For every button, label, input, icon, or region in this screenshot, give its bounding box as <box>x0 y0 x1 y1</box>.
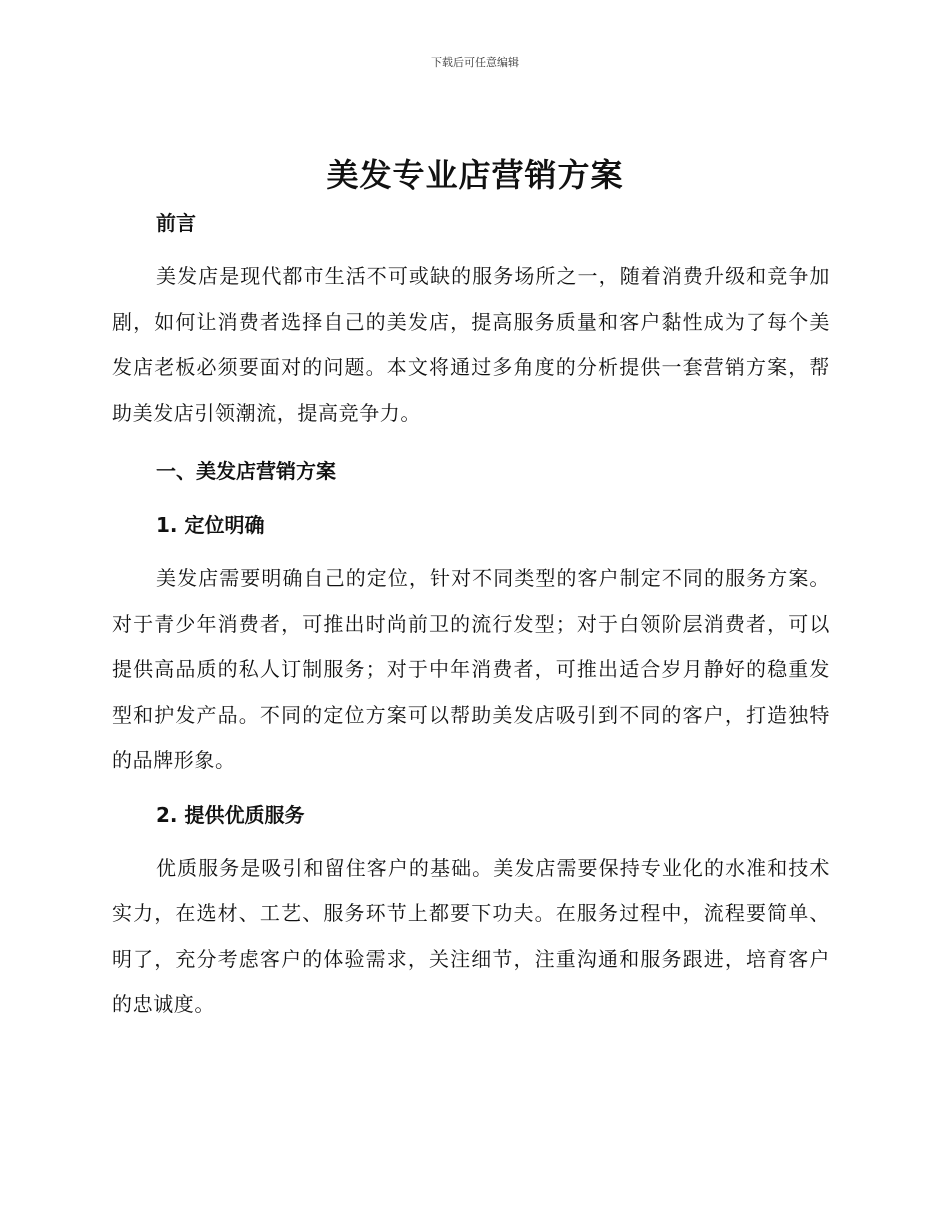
subsection-2-paragraph: 优质服务是吸引和留住客户的基础。美发店需要保持专业化的水准和技术实力，在选材、工艺、服务环节上都要下功夫。在服务过程中，流程要简单、明了，充分考虑客户的体验需求，关注细节，注重沟通和服务跟进，培育客户的忠诚度。 <box>112 855 830 1016</box>
preface-paragraph: 美发店是现代都市生活不可或缺的服务场所之一，随着消费升级和竞争加剧，如何让消费者选择自己的美发店，提高服务质量和客户黏性成为了每个美发店老板必须要面对的问题。本文将通过多角度的分析提供一套营销方案，帮助美发店引领潮流，提高竞争力。 <box>112 264 830 425</box>
document-title: 美发专业店营销方案 <box>326 156 624 194</box>
subsection-1-paragraph: 美发店需要明确自己的定位，针对不同类型的客户制定不同的服务方案。对于青少年消费者，可推出时尚前卫的流行发型；对于白领阶层消费者，可以提供高品质的私人订制服务；对于中年消费者，可推出适合岁月静好的稳重发型和护发产品。不同的定位方案可以帮助美发店吸引到不同的客户，打造独特的品牌形象。 <box>112 566 830 772</box>
document-body <box>112 200 830 1028</box>
preface-heading: 前言 <box>156 211 196 235</box>
subsection-1-heading: 1. 定位明确 <box>156 513 265 537</box>
page-header-note: 下载后可任意编辑 <box>431 56 519 69</box>
section-1-heading: 一、美发店营销方案 <box>156 459 336 483</box>
subsection-2-heading: 2. 提供优质服务 <box>156 802 305 827</box>
